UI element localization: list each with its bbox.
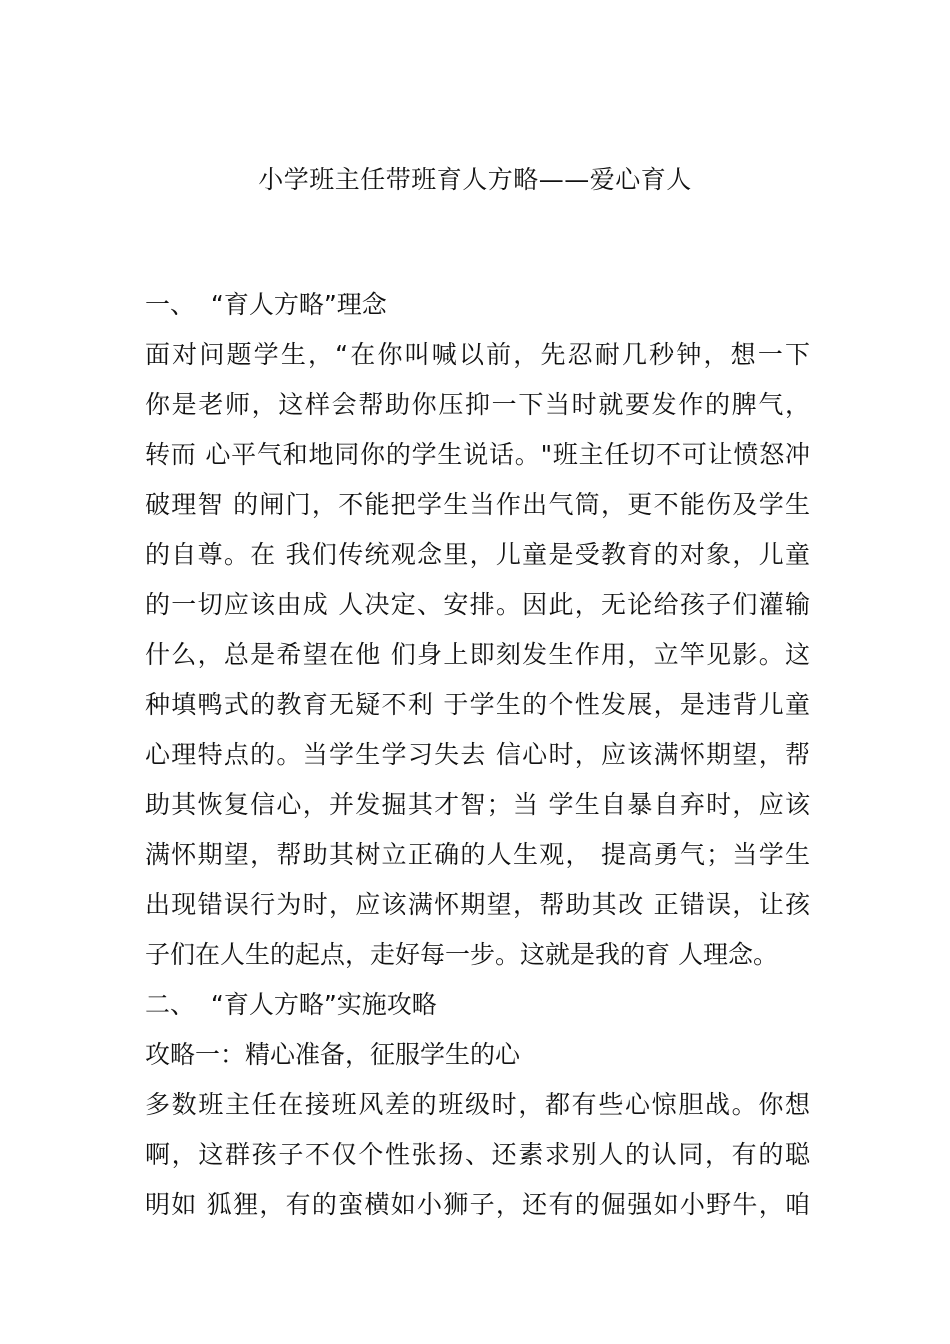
text-line: 的一切应该由成 人决定、安排。因此，无论给孩子们灌输 <box>145 590 810 619</box>
text-line: 出现错误行为时，应该满怀期望，帮助其改 正错误，让孩 <box>145 890 810 919</box>
text-line: 心理特点的。当学生学习失去 信心时，应该满怀期望，帮 <box>145 740 810 769</box>
text-line: 的自尊。在 我们传统观念里，儿童是受教育的对象，儿童 <box>145 540 810 569</box>
text-line: 助其恢复信心，并发掘其才智；当 学生自暴自弃时，应该 <box>145 790 810 819</box>
text-line: 一、 “育人方略”理念 <box>145 290 387 319</box>
text-line: 你是老师，这样会帮助你压抑一下当时就要发作的脾气， <box>145 390 810 419</box>
text-line: 二、 “育人方略”实施攻略 <box>145 990 437 1019</box>
text-line: 子们在人生的起点，走好每一步。这就是我的育 人理念。 <box>145 940 778 969</box>
text-line: 多数班主任在接班风差的班级时，都有些心惊胆战。你想 <box>145 1090 810 1119</box>
text-line: 明如 狐狸，有的蛮横如小狮子，还有的倔强如小野牛，咱 <box>145 1190 810 1219</box>
text-line: 面对问题学生，“在你叫喊以前，先忍耐几秒钟，想一下 <box>145 340 810 369</box>
text-line: 攻略一：精心准备，征服学生的心 <box>145 1040 521 1069</box>
text-line: 种填鸭式的教育无疑不利 于学生的个性发展，是违背儿童 <box>145 690 810 719</box>
text-line: 转而 心平气和地同你的学生说话。"班主任切不可让愤怒冲 <box>145 440 810 469</box>
document-title: 小学班主任带班育人方略——爱心育人 <box>258 165 692 194</box>
text-line: 满怀期望，帮助其树立正确的人生观， 提高勇气；当学生 <box>145 840 810 869</box>
text-line: 破理智 的闸门，不能把学生当作出气筒，更不能伤及学生 <box>145 490 810 519</box>
document-body <box>145 280 810 1230</box>
text-line: 什么，总是希望在他 们身上即刻发生作用，立竿见影。这 <box>145 640 810 669</box>
text-line: 啊，这群孩子不仅个性张扬、还素求别人的认同，有的聪 <box>145 1140 810 1169</box>
